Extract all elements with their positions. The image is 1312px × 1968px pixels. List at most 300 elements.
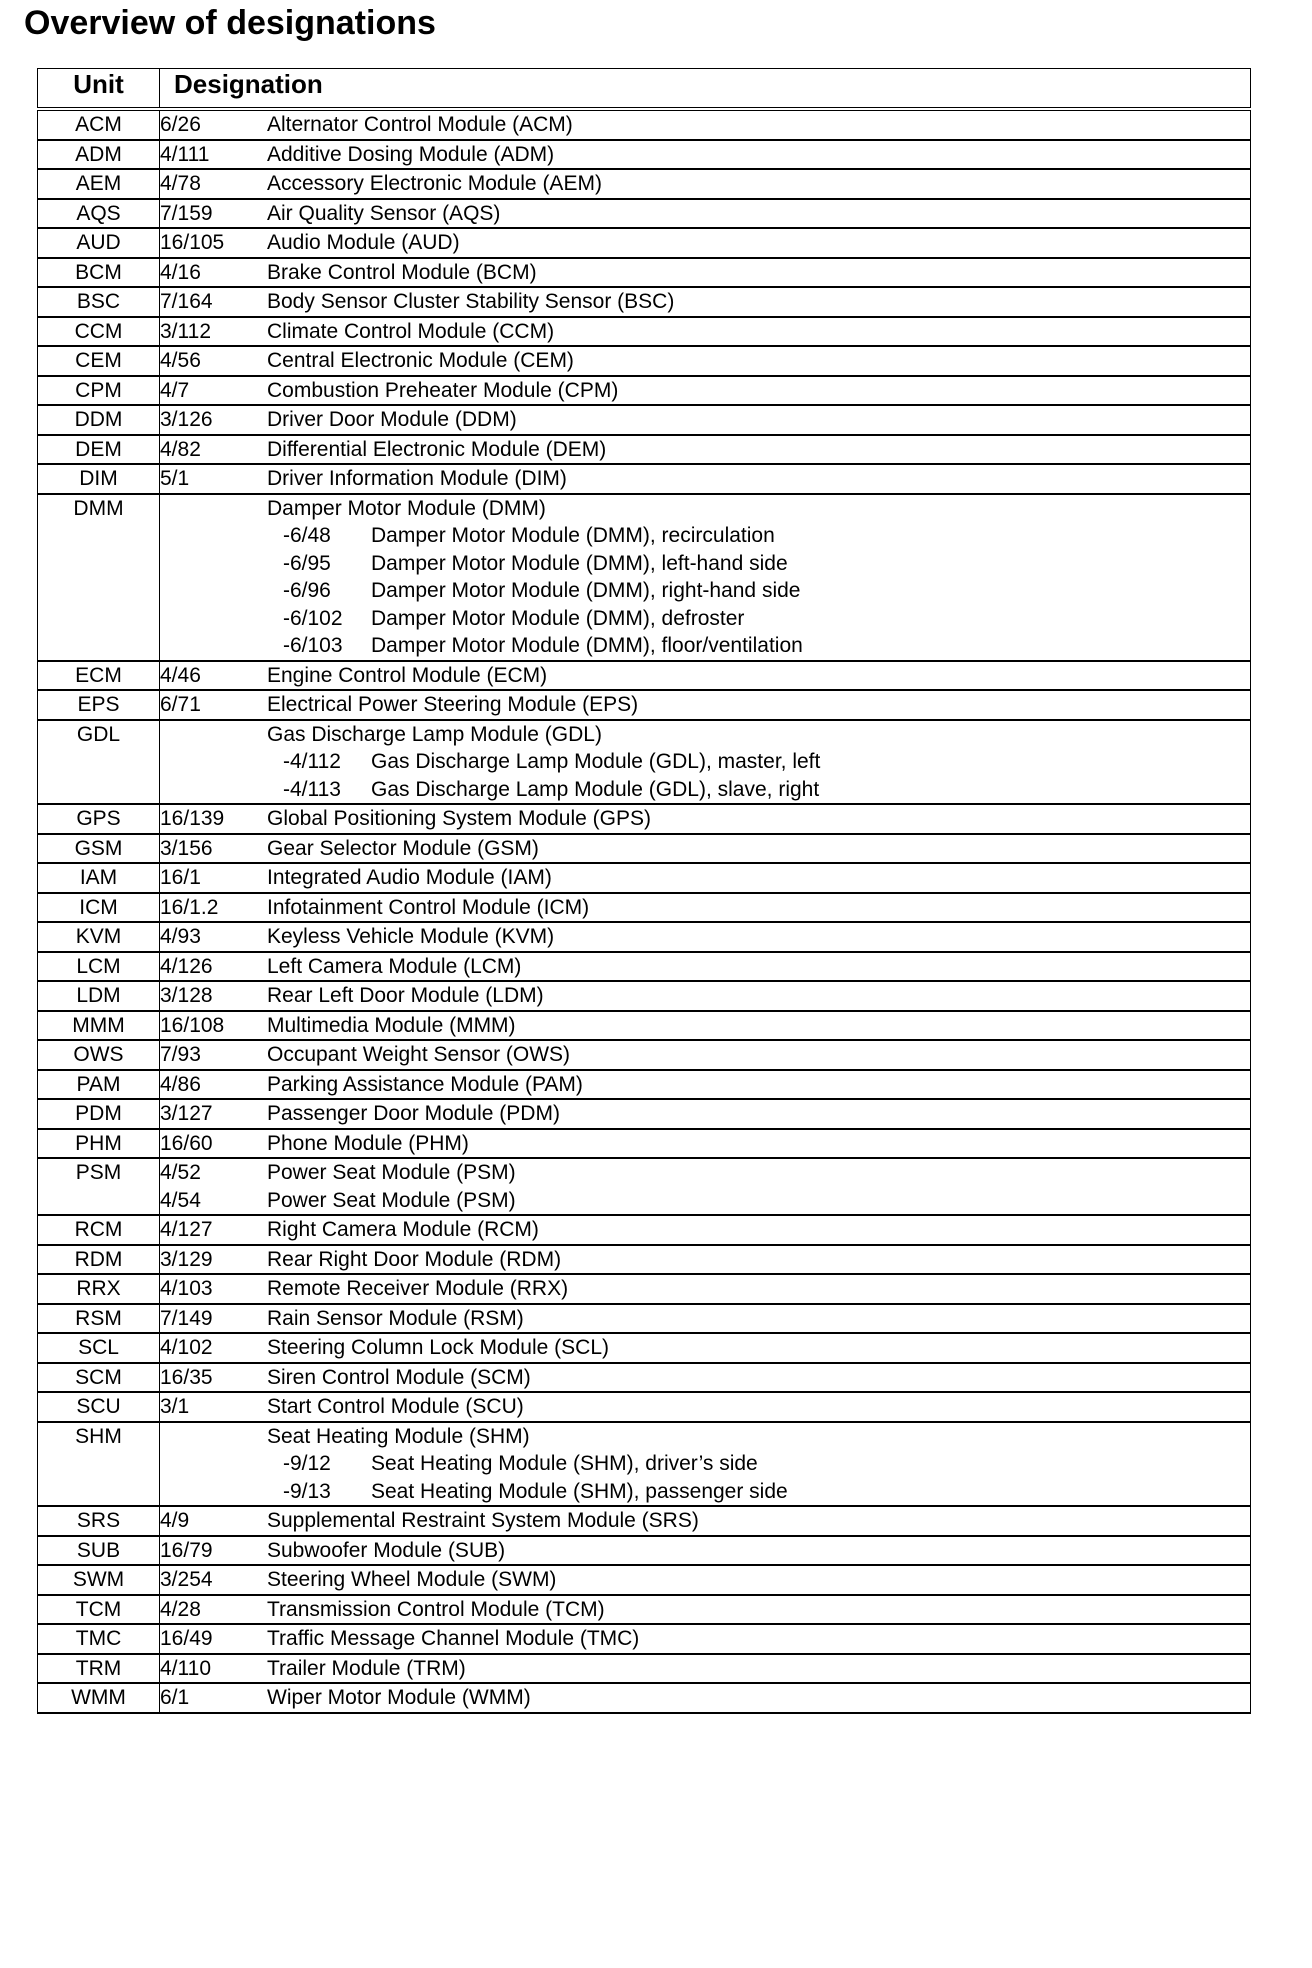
table-row — [38, 1245, 1251, 1275]
designation-code: 16/60 — [160, 1131, 213, 1155]
designation-cell — [160, 435, 1251, 465]
designation-line — [160, 1537, 1250, 1565]
designation-code: 6/26 — [160, 113, 201, 136]
designation-cell — [160, 199, 1251, 229]
designation-code: 16/139 — [160, 807, 225, 830]
designation-text: Air Quality Sensor (AQS) — [267, 201, 501, 225]
designation-line — [160, 1130, 1250, 1158]
designation-line — [160, 288, 1250, 316]
designation-text: Infotainment Control Module (ICM) — [267, 895, 590, 919]
unit-cell: AUD — [38, 228, 160, 258]
designation-cell — [160, 804, 1251, 834]
unit-cell: SRS — [38, 1506, 160, 1536]
sub-designation-line — [160, 522, 1250, 550]
unit-cell: SCL — [38, 1333, 160, 1363]
table-row — [38, 1040, 1251, 1070]
designation-text: Occupant Weight Sensor (OWS) — [267, 1043, 571, 1066]
unit-cell: KVM — [38, 922, 160, 952]
designation-cell — [160, 1595, 1251, 1625]
designation-text: Start Control Module (SCU) — [267, 1395, 524, 1418]
designation-cell — [160, 376, 1251, 406]
designation-cell — [160, 1624, 1251, 1654]
designation-line — [160, 1364, 1250, 1392]
designation-text: Transmission Control Module (TCM) — [267, 1597, 605, 1621]
unit-cell: ACM — [38, 109, 160, 140]
designation-line — [160, 1596, 1250, 1624]
designation-line — [160, 1275, 1250, 1303]
designation-cell — [160, 922, 1251, 952]
table-row — [38, 1536, 1251, 1566]
unit-cell: DIM — [38, 464, 160, 494]
designation-cell — [160, 1683, 1251, 1713]
designation-line — [160, 982, 1250, 1010]
unit-cell: PSM — [38, 1158, 160, 1215]
designation-line — [160, 141, 1250, 169]
designation-code: 3/126 — [160, 408, 213, 431]
table-row — [38, 346, 1251, 376]
unit-cell: PAM — [38, 1070, 160, 1100]
unit-cell: SWM — [38, 1565, 160, 1595]
designation-cell — [160, 1070, 1251, 1100]
table-row — [38, 1070, 1251, 1100]
table-row — [38, 1654, 1251, 1684]
designation-line — [160, 691, 1250, 719]
designation-text: Alternator Control Module (ACM) — [267, 113, 573, 136]
designation-text: Accessory Electronic Module (AEM) — [267, 172, 602, 195]
designation-cell — [160, 169, 1251, 199]
designation-code: 16/79 — [160, 1538, 213, 1562]
designation-line — [160, 318, 1250, 346]
designation-code: 4/28 — [160, 1597, 201, 1621]
designation-code: 4/16 — [160, 260, 201, 284]
unit-cell: ICM — [38, 893, 160, 923]
unit-cell: DEM — [38, 435, 160, 465]
sub-designation-code: -9/12 — [283, 1452, 331, 1475]
table-row — [38, 1392, 1251, 1422]
sub-designation-text: Seat Heating Module (SHM), driver’s side — [371, 1452, 758, 1475]
designation-text: Multimedia Module (MMM) — [267, 1013, 516, 1037]
designation-text: Brake Control Module (BCM) — [267, 260, 537, 284]
unit-cell: BSC — [38, 287, 160, 317]
designation-line — [160, 1507, 1250, 1535]
designations-table — [37, 68, 1251, 1714]
table-row — [38, 690, 1251, 720]
designation-cell — [160, 981, 1251, 1011]
unit-cell: ECM — [38, 661, 160, 691]
sub-designation-text: Damper Motor Module (DMM), floor/ventilation — [371, 634, 803, 657]
designation-line — [160, 1423, 1250, 1451]
designation-text: Audio Module (AUD) — [267, 231, 460, 254]
designation-cell — [160, 287, 1251, 317]
table-row — [38, 1011, 1251, 1041]
table-row — [38, 922, 1251, 952]
table-row — [38, 893, 1251, 923]
designation-line — [160, 805, 1250, 833]
designation-line — [160, 1041, 1250, 1069]
unit-cell: RCM — [38, 1215, 160, 1245]
designation-cell — [160, 1506, 1251, 1536]
designation-code: 5/1 — [160, 467, 190, 490]
designation-cell — [160, 1215, 1251, 1245]
unit-cell: DDM — [38, 405, 160, 435]
designation-cell — [160, 1392, 1251, 1422]
sub-designation-line — [160, 632, 1250, 660]
unit-cell: GDL — [38, 720, 160, 805]
designation-line — [160, 1334, 1250, 1362]
unit-cell: RDM — [38, 1245, 160, 1275]
designation-text: Wiper Motor Module (WMM) — [267, 1686, 531, 1709]
designation-code: 16/105 — [160, 231, 225, 254]
sub-designation-text: Damper Motor Module (DMM), left-hand side — [371, 551, 788, 575]
sub-designation-code: -4/113 — [283, 777, 341, 801]
sub-designation-code: -6/103 — [283, 634, 343, 657]
designation-line — [160, 1246, 1250, 1274]
sub-designation-line — [160, 776, 1250, 804]
designation-cell — [160, 1040, 1251, 1070]
unit-cell: EPS — [38, 690, 160, 720]
unit-cell: LDM — [38, 981, 160, 1011]
unit-cell: AQS — [38, 199, 160, 229]
designation-line — [160, 436, 1250, 464]
designation-text: Supplemental Restraint System Module (SRS) — [267, 1509, 699, 1532]
sub-designation-line — [160, 577, 1250, 605]
designation-code: 4/127 — [160, 1218, 213, 1241]
designation-cell — [160, 893, 1251, 923]
sub-designation-code: -6/48 — [283, 524, 331, 547]
designation-line — [160, 923, 1250, 951]
designation-code: 4/78 — [160, 172, 201, 195]
designation-cell — [160, 1422, 1251, 1507]
designation-line — [160, 835, 1250, 863]
sub-designation-text: Damper Motor Module (DMM), right-hand side — [371, 579, 801, 602]
designation-code: 4/86 — [160, 1072, 201, 1096]
designation-code: 16/49 — [160, 1627, 213, 1650]
designation-code: 4/46 — [160, 663, 201, 687]
table-row — [38, 1595, 1251, 1625]
designation-text: Central Electronic Module (CEM) — [267, 349, 574, 372]
designation-text: Integrated Audio Module (IAM) — [267, 866, 552, 889]
designation-code: 4/111 — [160, 142, 210, 166]
designation-text: Parking Assistance Module (PAM) — [267, 1072, 583, 1096]
unit-cell: MMM — [38, 1011, 160, 1041]
designation-code: 3/128 — [160, 984, 213, 1007]
unit-cell: ADM — [38, 140, 160, 170]
designation-cell — [160, 1011, 1251, 1041]
unit-cell: LCM — [38, 952, 160, 982]
sub-designation-text: Gas Discharge Lamp Module (GDL), slave, right — [371, 777, 820, 801]
unit-cell: AEM — [38, 169, 160, 199]
designation-code: 4/93 — [160, 925, 201, 948]
table-row — [38, 1624, 1251, 1654]
designation-cell — [160, 228, 1251, 258]
designation-text: Gas Discharge Lamp Module (GDL) — [267, 722, 602, 746]
designation-code: 7/164 — [160, 290, 213, 313]
unit-cell: WMM — [38, 1683, 160, 1713]
designation-text: Power Seat Module (PSM) — [267, 1188, 516, 1212]
unit-cell: RSM — [38, 1304, 160, 1334]
designation-text: Gear Selector Module (GSM) — [267, 836, 539, 860]
unit-cell: SCM — [38, 1363, 160, 1393]
sub-designation-text: Damper Motor Module (DMM), recirculation — [371, 524, 775, 547]
table-row — [38, 494, 1251, 661]
designation-line — [160, 1187, 1250, 1215]
table-row — [38, 109, 1251, 140]
unit-cell: BCM — [38, 258, 160, 288]
unit-cell: GPS — [38, 804, 160, 834]
designation-text: Keyless Vehicle Module (KVM) — [267, 925, 555, 948]
designation-text: Passenger Door Module (PDM) — [267, 1102, 560, 1125]
sub-designation-text: Damper Motor Module (DMM), defroster — [371, 606, 745, 630]
designation-code: 4/9 — [160, 1509, 190, 1532]
table-row — [38, 1506, 1251, 1536]
table-row — [38, 1363, 1251, 1393]
table-row — [38, 1683, 1251, 1713]
table-row — [38, 317, 1251, 347]
designation-text: Phone Module (PHM) — [267, 1131, 469, 1155]
unit-cell: SHM — [38, 1422, 160, 1507]
designation-text: Siren Control Module (SCM) — [267, 1365, 531, 1389]
unit-cell: SUB — [38, 1536, 160, 1566]
table-header-row — [38, 69, 1251, 110]
designation-cell — [160, 952, 1251, 982]
designation-line — [160, 1216, 1250, 1244]
designation-text: Driver Door Module (DDM) — [267, 408, 517, 431]
designation-line — [160, 465, 1250, 493]
designation-text: Left Camera Module (LCM) — [267, 954, 522, 978]
designation-code: 4/110 — [160, 1656, 211, 1680]
designation-code: 4/56 — [160, 349, 201, 372]
designation-code: 3/1 — [160, 1395, 190, 1418]
sub-designation-code: -9/13 — [283, 1479, 331, 1503]
table-row — [38, 1422, 1251, 1507]
designation-text: Electrical Power Steering Module (EPS) — [267, 693, 639, 716]
designation-text: Traffic Message Channel Module (TMC) — [267, 1627, 640, 1650]
designation-code: 7/159 — [160, 201, 213, 225]
unit-cell: OWS — [38, 1040, 160, 1070]
designation-code: 3/129 — [160, 1247, 213, 1271]
table-row — [38, 981, 1251, 1011]
designation-code: 16/108 — [160, 1013, 225, 1037]
designation-code: 3/127 — [160, 1102, 213, 1125]
table-row — [38, 1215, 1251, 1245]
table-row — [38, 258, 1251, 288]
unit-cell: TCM — [38, 1595, 160, 1625]
designation-line — [160, 406, 1250, 434]
table-row — [38, 1099, 1251, 1129]
designation-text: Damper Motor Module (DMM) — [267, 496, 546, 520]
designation-code: 16/1.2 — [160, 895, 219, 919]
designation-cell — [160, 1304, 1251, 1334]
designation-code: 7/93 — [160, 1043, 201, 1066]
designation-text: Rear Right Door Module (RDM) — [267, 1247, 562, 1271]
sub-designation-line — [160, 748, 1250, 776]
designation-text: Engine Control Module (ECM) — [267, 663, 548, 687]
table-row — [38, 435, 1251, 465]
designation-cell — [160, 494, 1251, 661]
table-row — [38, 464, 1251, 494]
designation-code: 16/35 — [160, 1365, 213, 1389]
designation-code — [160, 1423, 267, 1451]
designation-cell — [160, 690, 1251, 720]
designation-text: Differential Electronic Module (DEM) — [267, 437, 607, 461]
unit-cell: IAM — [38, 863, 160, 893]
designation-line — [160, 259, 1250, 287]
designation-line — [160, 1159, 1250, 1187]
designation-line — [160, 1012, 1250, 1040]
designation-code: 7/149 — [160, 1306, 213, 1330]
table-row — [38, 405, 1251, 435]
designation-code — [160, 495, 267, 523]
designation-cell — [160, 1565, 1251, 1595]
designation-line — [160, 1305, 1250, 1333]
table-row — [38, 720, 1251, 805]
designation-line — [160, 1655, 1250, 1683]
sub-designation-text: Gas Discharge Lamp Module (GDL), master, left — [371, 750, 821, 773]
unit-cell: CCM — [38, 317, 160, 347]
designation-line — [160, 200, 1250, 228]
designation-text: Rain Sensor Module (RSM) — [267, 1306, 524, 1330]
designation-code: 4/54 — [160, 1188, 201, 1212]
unit-cell: PHM — [38, 1129, 160, 1159]
table-row — [38, 952, 1251, 982]
table-row — [38, 1333, 1251, 1363]
designation-line — [160, 953, 1250, 981]
table-row — [38, 169, 1251, 199]
designation-line — [160, 1393, 1250, 1421]
column-header-designation: Designation — [160, 69, 1251, 110]
sub-designation-text: Seat Heating Module (SHM), passenger side — [371, 1479, 788, 1503]
designation-cell — [160, 1654, 1251, 1684]
unit-cell: PDM — [38, 1099, 160, 1129]
designation-cell — [160, 720, 1251, 805]
designation-text: Rear Left Door Module (LDM) — [267, 984, 544, 1007]
designation-code: 6/1 — [160, 1686, 190, 1709]
designation-line — [160, 1625, 1250, 1653]
unit-cell: SCU — [38, 1392, 160, 1422]
designation-line — [160, 1566, 1250, 1594]
designation-code: 4/82 — [160, 437, 201, 461]
designation-cell — [160, 1158, 1251, 1215]
designation-line — [160, 662, 1250, 690]
table-row — [38, 661, 1251, 691]
designation-text: Power Seat Module (PSM) — [267, 1161, 516, 1184]
designation-cell — [160, 317, 1251, 347]
designation-cell — [160, 346, 1251, 376]
designation-text: Subwoofer Module (SUB) — [267, 1538, 506, 1562]
designation-cell — [160, 863, 1251, 893]
designation-cell — [160, 405, 1251, 435]
designation-code: 4/126 — [160, 954, 213, 978]
column-header-unit: Unit — [38, 69, 160, 110]
table-row — [38, 140, 1251, 170]
table-row — [38, 1274, 1251, 1304]
designation-cell — [160, 1536, 1251, 1566]
table-row — [38, 863, 1251, 893]
designation-text: Steering Column Lock Module (SCL) — [267, 1336, 609, 1359]
table-row — [38, 1158, 1251, 1215]
designation-cell — [160, 1099, 1251, 1129]
sub-designation-code: -6/96 — [283, 579, 331, 602]
designation-text: Body Sensor Cluster Stability Sensor (BSC) — [267, 290, 675, 313]
designation-cell — [160, 1245, 1251, 1275]
unit-cell: TMC — [38, 1624, 160, 1654]
designation-line — [160, 864, 1250, 892]
designation-line — [160, 1071, 1250, 1099]
designation-code: 4/102 — [160, 1336, 213, 1359]
designation-cell — [160, 1129, 1251, 1159]
designation-cell — [160, 834, 1251, 864]
designation-text: Driver Information Module (DIM) — [267, 467, 567, 490]
designation-line — [160, 495, 1250, 523]
page-title: Overview of designations — [24, 4, 436, 42]
designation-line — [160, 229, 1250, 257]
designation-text: Seat Heating Module (SHM) — [267, 1424, 530, 1448]
table-row — [38, 376, 1251, 406]
designation-text: Remote Receiver Module (RRX) — [267, 1277, 569, 1300]
sub-designation-code: -4/112 — [283, 750, 341, 773]
unit-cell: CEM — [38, 346, 160, 376]
unit-cell: CPM — [38, 376, 160, 406]
sub-designation-line — [160, 1478, 1250, 1506]
designation-line — [160, 894, 1250, 922]
table-row — [38, 199, 1251, 229]
table-row — [38, 834, 1251, 864]
designation-cell — [160, 661, 1251, 691]
designation-cell — [160, 1363, 1251, 1393]
sub-designation-line — [160, 1450, 1250, 1478]
designation-cell — [160, 140, 1251, 170]
designation-code: 16/1 — [160, 866, 201, 889]
sub-designation-line — [160, 605, 1250, 633]
table-body — [38, 109, 1251, 1713]
unit-cell: GSM — [38, 834, 160, 864]
designation-text: Steering Wheel Module (SWM) — [267, 1568, 557, 1591]
table-row — [38, 287, 1251, 317]
designation-cell — [160, 109, 1251, 140]
designation-code: 4/7 — [160, 378, 190, 402]
designation-line — [160, 111, 1250, 139]
designation-cell — [160, 258, 1251, 288]
table-row — [38, 1565, 1251, 1595]
designation-text: Additive Dosing Module (ADM) — [267, 142, 555, 166]
designation-code: 4/103 — [160, 1277, 213, 1300]
designation-line — [160, 1684, 1250, 1712]
table-row — [38, 228, 1251, 258]
designation-line — [160, 377, 1250, 405]
unit-cell: TRM — [38, 1654, 160, 1684]
designation-line — [160, 347, 1250, 375]
designation-cell — [160, 1274, 1251, 1304]
designation-code: 4/52 — [160, 1161, 201, 1184]
designation-cell — [160, 1333, 1251, 1363]
designation-text: Climate Control Module (CCM) — [267, 319, 555, 343]
designation-code: 3/112 — [160, 319, 211, 343]
designation-text: Global Positioning System Module (GPS) — [267, 807, 651, 830]
sub-designation-code: -6/102 — [283, 606, 343, 630]
designation-code: 3/156 — [160, 836, 213, 860]
table-row — [38, 1304, 1251, 1334]
designation-text: Right Camera Module (RCM) — [267, 1218, 539, 1241]
designation-line — [160, 170, 1250, 198]
designation-code: 6/71 — [160, 693, 201, 716]
designation-text: Combustion Preheater Module (CPM) — [267, 378, 619, 402]
sub-designation-code: -6/95 — [283, 551, 331, 575]
designation-code — [160, 721, 267, 749]
sub-designation-line — [160, 550, 1250, 578]
table-row — [38, 1129, 1251, 1159]
designation-line — [160, 1100, 1250, 1128]
designation-text: Trailer Module (TRM) — [267, 1656, 466, 1680]
